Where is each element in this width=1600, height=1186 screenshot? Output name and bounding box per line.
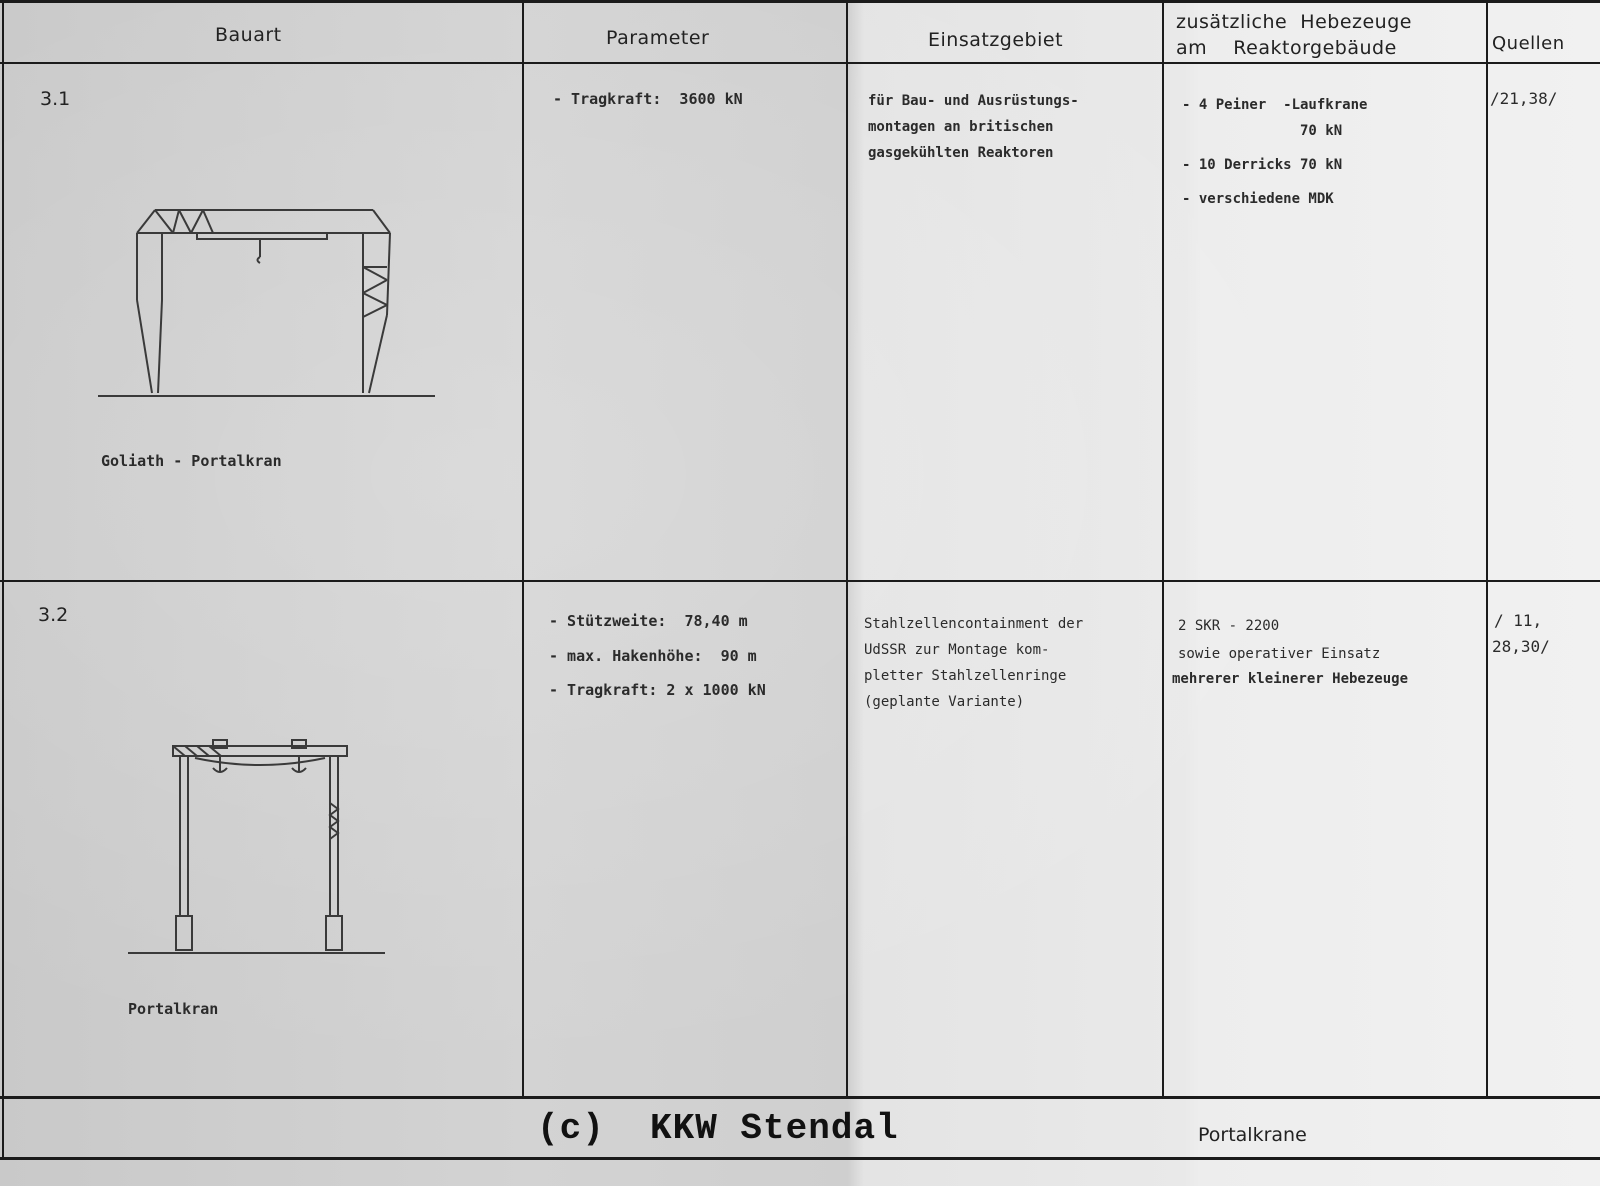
crane-caption: Portalkran xyxy=(128,1000,219,1018)
hebezeuge-line: sowie operativer Einsatz xyxy=(1178,646,1381,662)
page-bottom-border xyxy=(0,1157,1600,1160)
einsatz-line: gasgekühlten Reaktoren xyxy=(868,145,1054,161)
left-border xyxy=(2,0,4,1160)
header-hebezeuge-line2: am Reaktorgebäude xyxy=(1176,37,1397,59)
hebezeuge-line: - 4 Peiner -Laufkrane xyxy=(1182,97,1368,113)
footer-subtitle: Portalkrane xyxy=(1198,1124,1307,1146)
einsatz-line: Stahlzellencontainment der xyxy=(864,616,1084,632)
header-divider xyxy=(0,62,1600,64)
parameter-line: - Stützweite: 78,40 m xyxy=(549,612,748,630)
einsatz-line: montagen an britischen xyxy=(868,119,1054,135)
table-bottom-border xyxy=(0,1096,1600,1099)
footer-title: (c) KKW Stendal xyxy=(537,1108,899,1149)
hebezeuge-line: - 10 Derricks 70 kN xyxy=(1182,157,1343,173)
row-divider xyxy=(0,580,1600,582)
goliath-crane-drawing xyxy=(95,205,440,400)
einsatz-line: für Bau- und Ausrüstungs- xyxy=(868,93,1079,109)
parameter-line: - max. Hakenhöhe: 90 m xyxy=(549,647,757,665)
header-einsatzgebiet: Einsatzgebiet xyxy=(928,29,1064,51)
quellen-line: /21,38/ xyxy=(1490,89,1558,108)
table-top-border xyxy=(0,0,1600,3)
col-divider-4 xyxy=(1486,0,1488,1098)
crane-caption: Goliath - Portalkran xyxy=(101,452,282,470)
col-divider-2 xyxy=(846,0,848,1098)
header-quellen: Quellen xyxy=(1492,33,1565,54)
quellen-line: 28,30/ xyxy=(1492,637,1550,656)
quellen-line: / 11, xyxy=(1494,611,1543,630)
header-hebezeuge-line1: zusätzliche Hebezeuge xyxy=(1176,11,1412,33)
row-number: 3.2 xyxy=(38,604,69,626)
einsatz-line: pletter Stahlzellenringe xyxy=(864,668,1067,684)
portal-crane-drawing xyxy=(125,738,390,960)
row-number: 3.1 xyxy=(40,88,71,110)
hebezeuge-line: - verschiedene MDK xyxy=(1182,191,1334,207)
hebezeuge-line: mehrerer kleinerer Hebezeuge xyxy=(1172,671,1409,687)
col-divider-1 xyxy=(522,0,524,1098)
col-divider-3 xyxy=(1162,0,1164,1098)
hebezeuge-line: 2 SKR - 2200 xyxy=(1178,618,1280,634)
header-parameter: Parameter xyxy=(606,27,710,49)
parameter-line: - Tragkraft: 3600 kN xyxy=(553,90,743,108)
header-bauart: Bauart xyxy=(215,24,282,46)
einsatz-line: (geplante Variante) xyxy=(864,694,1025,710)
einsatz-line: UdSSR zur Montage kom- xyxy=(864,642,1050,658)
parameter-line: - Tragkraft: 2 x 1000 kN xyxy=(549,681,766,699)
hebezeuge-line: 70 kN xyxy=(1182,123,1343,139)
